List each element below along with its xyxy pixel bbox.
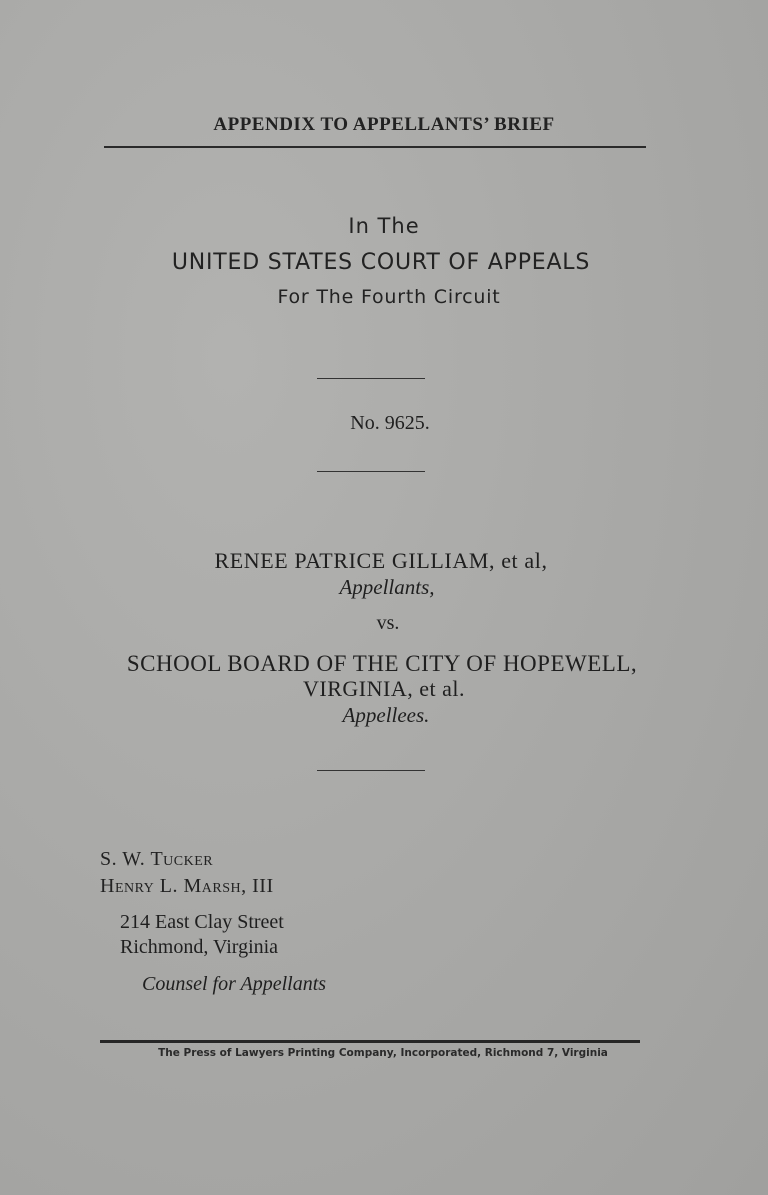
court-circuit: For The Fourth Circuit [277, 286, 501, 308]
appellants-label: Appellants, [339, 575, 435, 599]
attorney-name-1: S. W. Tucker [100, 848, 214, 870]
address-city: Richmond, Virginia [120, 936, 279, 958]
appellants-name: RENEE PATRICE GILLIAM, et al, [214, 548, 548, 573]
case-number: No. 9625. [350, 412, 430, 434]
document-title: APPENDIX TO APPELLANTS’ BRIEF [213, 114, 555, 135]
address-street: 214 East Clay Street [120, 911, 284, 933]
appellees-name-line2: VIRGINIA, et al. [303, 676, 465, 701]
court-name: UNITED STATES COURT OF APPEALS [171, 250, 591, 275]
versus-label: vs. [376, 612, 400, 634]
attorney-name-2: Henry L. Marsh, III [100, 875, 274, 897]
court-intro: In The [348, 214, 420, 238]
divider-rule-1 [317, 378, 425, 379]
footer-rule [100, 1040, 640, 1043]
header-rule [104, 146, 646, 148]
printer-imprint: The Press of Lawyers Printing Company, Incorporated, Richmond 7, Virginia [158, 1047, 608, 1059]
appellees-label: Appellees. [342, 703, 430, 727]
counsel-role: Counsel for Appellants [142, 973, 327, 995]
divider-rule-2 [317, 471, 425, 472]
appellees-name-line1: SCHOOL BOARD OF THE CITY OF HOPEWELL, [126, 651, 638, 676]
divider-rule-3 [317, 770, 425, 771]
